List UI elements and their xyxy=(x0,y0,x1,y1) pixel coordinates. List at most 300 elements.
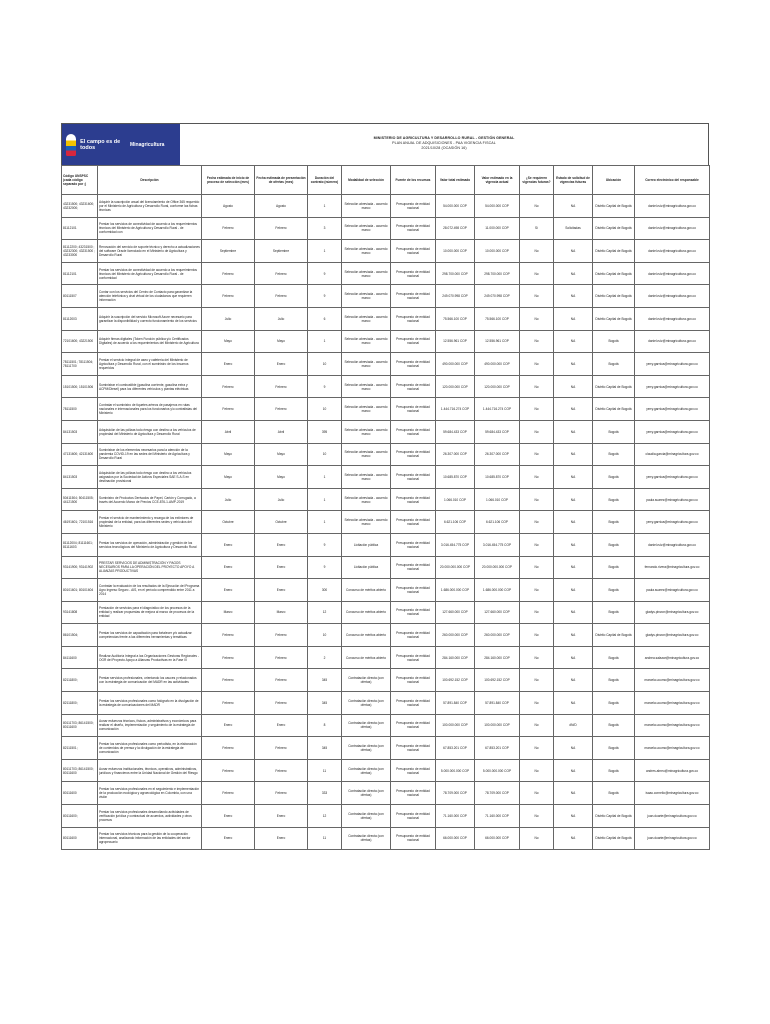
row-total-value xyxy=(436,737,475,760)
row-future-status-text: NA xyxy=(570,271,576,276)
row-codes-text: 81112003 xyxy=(63,316,77,321)
table-row xyxy=(62,624,710,647)
row-location-text: Distrito Capital de Bogotá xyxy=(595,813,632,818)
row-selection-mode xyxy=(342,307,391,330)
row-description xyxy=(98,827,202,850)
row-selection-mode xyxy=(342,759,391,782)
row-offer-month xyxy=(255,624,308,647)
row-selection-mode-text: Selección abreviada - acuerdo marco xyxy=(344,382,388,391)
row-duration-text: 3 xyxy=(323,226,326,231)
row-funding-source xyxy=(391,646,436,669)
row-funding-source xyxy=(391,714,436,737)
row-location-text: Distrito Capital de Bogotá xyxy=(595,384,632,389)
procurement-sheet xyxy=(61,123,709,850)
row-start-month-text: Febrero xyxy=(222,791,234,796)
row-email xyxy=(635,782,710,805)
row-email-text: andrea.salazar@minagricultura.gov.co xyxy=(644,655,700,660)
row-future-status xyxy=(554,759,593,782)
row-future-required xyxy=(520,692,554,715)
row-future-status-text: NA xyxy=(570,542,576,547)
row-funding-source-text: Presupuesto de entidad nacional xyxy=(396,676,430,685)
row-email xyxy=(635,601,710,624)
col-header-selection-mode: Modalidad de selección xyxy=(342,166,391,195)
row-description xyxy=(98,307,202,330)
row-codes-text: 78111500 xyxy=(63,407,77,412)
row-selection-mode-text: Contratación directa (con ofertas) xyxy=(348,676,384,685)
row-start-month-text: Febrero xyxy=(222,384,234,389)
row-future-required-text: No xyxy=(534,791,539,796)
row-total-value xyxy=(436,375,475,398)
row-selection-mode xyxy=(342,285,391,308)
row-duration xyxy=(308,737,342,760)
row-codes-text: 86101504; xyxy=(63,633,79,638)
row-duration xyxy=(308,240,342,263)
row-future-status xyxy=(554,692,593,715)
table-body xyxy=(62,195,710,850)
row-offer-month xyxy=(255,805,308,828)
row-offer-month-text: Febrero xyxy=(275,700,287,705)
row-selection-mode xyxy=(342,805,391,828)
row-total-value xyxy=(436,195,475,218)
row-total-value xyxy=(436,533,475,556)
row-future-status-text: NA xyxy=(570,452,576,457)
row-current-value-text: 284.160.000 COP xyxy=(484,655,510,660)
row-email xyxy=(635,307,710,330)
row-future-required xyxy=(520,195,554,218)
row-selection-mode xyxy=(342,646,391,669)
row-codes xyxy=(62,285,98,308)
row-selection-mode xyxy=(342,353,391,376)
row-description xyxy=(98,353,202,376)
row-total-value-text: 5.000.000.000 COP xyxy=(440,768,470,773)
row-selection-mode-text: Selección abreviada - acuerdo marco xyxy=(344,201,388,210)
row-current-value xyxy=(475,353,520,376)
row-funding-source xyxy=(391,692,436,715)
row-selection-mode-text: Contratación directa (con ofertas) xyxy=(348,698,384,707)
row-start-month xyxy=(202,601,255,624)
row-codes-text: 47131600; 42131600 xyxy=(63,452,94,457)
row-start-month xyxy=(202,353,255,376)
row-future-required-text: No xyxy=(534,474,539,479)
row-codes-text: 80111703; 86141500; 80111600 xyxy=(63,721,94,730)
row-total-value-text: 249.070.998 COP xyxy=(442,294,468,299)
row-location xyxy=(593,533,635,556)
table-row xyxy=(62,579,710,602)
table-row xyxy=(62,782,710,805)
row-funding-source xyxy=(391,759,436,782)
row-start-month-text: Enero xyxy=(223,813,233,818)
row-total-value-text: 120.000.000 COP xyxy=(442,384,468,389)
row-funding-source-text: Presupuesto de entidad nacional xyxy=(396,540,430,549)
table-row xyxy=(62,511,710,534)
row-start-month-text: Febrero xyxy=(222,678,234,683)
row-selection-mode-text: Contratación directa (con ofertas) xyxy=(348,834,384,843)
row-future-required-text: No xyxy=(534,339,539,344)
row-current-value-text: 100.000.000 COP xyxy=(484,723,510,728)
col-header-description: Descripción xyxy=(98,166,202,195)
row-email-text: yerry.garnica@minagricultura.gov.co xyxy=(646,407,698,412)
row-codes xyxy=(62,669,98,692)
row-total-value xyxy=(436,285,475,308)
row-codes xyxy=(62,601,98,624)
sheet-heading xyxy=(180,124,708,165)
row-future-required-text: No xyxy=(534,678,539,683)
row-funding-source xyxy=(391,533,436,556)
row-funding-source xyxy=(391,488,436,511)
row-total-value xyxy=(436,217,475,240)
row-funding-source-text: Presupuesto de entidad nacional xyxy=(396,585,430,594)
row-selection-mode xyxy=(342,737,391,760)
row-total-value xyxy=(436,420,475,443)
row-current-value-text: 3.016.454.775 COP xyxy=(482,542,512,547)
row-total-value xyxy=(436,646,475,669)
row-codes-text: 80111507 xyxy=(63,294,77,299)
row-offer-month xyxy=(255,556,308,579)
row-future-required-text: No xyxy=(534,384,539,389)
row-current-value xyxy=(475,646,520,669)
row-selection-mode-text: Selección abreviada - acuerdo marco xyxy=(344,405,388,414)
row-description-text: Prestar los servicios profesionales en el seguimiento e implementación de la producción ecológica y agroecológica en Colombia, con una visión xyxy=(99,787,200,800)
row-total-value-text: 100.692.152 COP xyxy=(442,678,468,683)
row-description-text: Prestar los servicios de conectividad de acuerdo a los requerimientos técnicos del Ministerio de Agricultura y Desarrollo Rural - de conformidad xyxy=(99,267,197,280)
table-row xyxy=(62,285,710,308)
row-email xyxy=(635,579,710,602)
row-selection-mode-text: Selección abreviada - acuerdo marco xyxy=(344,518,388,527)
row-email xyxy=(635,217,710,240)
row-duration xyxy=(308,398,342,421)
row-total-value xyxy=(436,759,475,782)
row-selection-mode-text: Selección abreviada - acuerdo marco xyxy=(344,450,388,459)
row-email-text: yerry.garnica@minagricultura.gov.co xyxy=(646,384,698,389)
row-email xyxy=(635,669,710,692)
row-total-value-text: 71.160.000 COP xyxy=(443,813,467,818)
row-selection-mode-text: Selección abreviada - acuerdo marco xyxy=(344,472,388,481)
row-start-month xyxy=(202,782,255,805)
row-codes-text: 46191601; 72101516 xyxy=(63,520,94,525)
row-location xyxy=(593,420,635,443)
row-duration-text: 10 xyxy=(322,361,327,366)
row-duration xyxy=(308,420,342,443)
row-current-value-text: 100.692.152 COP xyxy=(484,678,510,683)
row-funding-source xyxy=(391,579,436,602)
row-offer-month xyxy=(255,195,308,218)
row-total-value xyxy=(436,262,475,285)
row-selection-mode-text: Contratación directa (con ofertas) xyxy=(348,766,384,775)
row-offer-month-text: Enero xyxy=(276,542,286,547)
row-location xyxy=(593,353,635,376)
row-current-value xyxy=(475,420,520,443)
row-description xyxy=(98,420,202,443)
row-selection-mode-text: Licitación pública xyxy=(353,565,379,570)
row-codes-text: 78111501; 78111504; 78111700 xyxy=(63,359,94,368)
row-current-value-text: 75.566.100 COP xyxy=(485,316,509,321)
row-funding-source xyxy=(391,353,436,376)
row-location xyxy=(593,262,635,285)
row-current-value-text: 1.444.716.274 COP xyxy=(482,407,512,412)
row-duration xyxy=(308,556,342,579)
row-selection-mode xyxy=(342,827,391,850)
row-funding-source xyxy=(391,443,436,466)
row-current-value xyxy=(475,782,520,805)
row-duration-text: 10 xyxy=(322,633,327,638)
row-email-text: gladys.pinzon@minagricultura.gov.co xyxy=(645,610,699,615)
row-location xyxy=(593,375,635,398)
row-future-required-text: No xyxy=(534,700,539,705)
row-start-month-text: Enero xyxy=(223,565,233,570)
row-email xyxy=(635,443,710,466)
row-email-text: daniel.ruiz@minagricultura.gov.co xyxy=(648,294,696,299)
row-selection-mode-text: Selección abreviada - acuerdo marco xyxy=(344,337,388,346)
row-start-month-text: Febrero xyxy=(222,746,234,751)
row-duration xyxy=(308,714,342,737)
row-current-value-text: 249.070.998 COP xyxy=(484,294,510,299)
row-total-value-text: 12.556.961 COP xyxy=(443,339,467,344)
row-codes xyxy=(62,714,98,737)
row-codes-text: 15101500; 15101506 xyxy=(63,384,94,389)
row-future-status xyxy=(554,398,593,421)
row-total-value xyxy=(436,601,475,624)
row-description xyxy=(98,579,202,602)
row-future-required-text: No xyxy=(534,836,539,841)
row-total-value-text: 284.160.000 COP xyxy=(442,655,468,660)
row-duration xyxy=(308,466,342,489)
row-future-status-text: NA xyxy=(570,520,576,525)
row-location xyxy=(593,511,635,534)
row-selection-mode-text: Selección abreviada - acuerdo marco xyxy=(344,224,388,233)
row-start-month xyxy=(202,556,255,579)
row-total-value xyxy=(436,353,475,376)
procurement-table xyxy=(61,165,710,850)
row-start-month-text: Mayo xyxy=(224,339,232,344)
row-codes xyxy=(62,330,98,353)
row-duration-text: 1 xyxy=(323,339,326,344)
row-location-text: Bogotá xyxy=(608,678,619,683)
row-current-value xyxy=(475,737,520,760)
row-description xyxy=(98,511,202,534)
table-row xyxy=(62,307,710,330)
table-row xyxy=(62,759,710,782)
table-header-row xyxy=(62,166,710,195)
row-location-text: Distrito Capital de Bogotá xyxy=(595,633,632,638)
row-current-value-text: 120.000.000 COP xyxy=(484,384,510,389)
row-current-value xyxy=(475,443,520,466)
row-future-required xyxy=(520,737,554,760)
row-future-status-text: NA xyxy=(570,610,576,615)
row-future-status-text: NA xyxy=(570,294,576,299)
row-future-required-text: No xyxy=(534,294,539,299)
row-email-text: yerry.garnica@minagricultura.gov.co xyxy=(646,474,698,479)
row-current-value xyxy=(475,307,520,330)
row-location-text: Distrito Capital de Bogotá xyxy=(595,226,632,231)
row-selection-mode-text: Concurso de méritos abierto xyxy=(345,610,387,615)
logo-icon xyxy=(66,134,76,156)
row-future-status xyxy=(554,782,593,805)
row-future-required xyxy=(520,262,554,285)
row-location xyxy=(593,782,635,805)
row-start-month-text: Febrero xyxy=(222,633,234,638)
row-future-required-text: No xyxy=(534,542,539,547)
table-row xyxy=(62,262,710,285)
row-funding-source-text: Presupuesto de entidad nacional xyxy=(396,744,430,753)
row-total-value-text: 10.685.870 COP xyxy=(443,474,467,479)
row-funding-source xyxy=(391,805,436,828)
row-codes-text: 84131503 xyxy=(63,474,78,479)
row-duration-text: 12 xyxy=(322,610,327,615)
row-codes xyxy=(62,375,98,398)
row-location xyxy=(593,443,635,466)
row-description-text: Prestar los servicios técnicos para la gestión de la cooperación internacional, analizando información de las entidades del sector agropecuario xyxy=(99,832,191,845)
row-codes xyxy=(62,624,98,647)
row-location xyxy=(593,692,635,715)
row-description xyxy=(98,692,202,715)
row-email-text: marcela.ucumo@minagricultura.gov.co xyxy=(644,746,700,751)
row-email xyxy=(635,375,710,398)
row-start-month xyxy=(202,443,255,466)
row-future-status-text: NA xyxy=(570,836,576,841)
row-funding-source-text: Presupuesto de entidad nacional xyxy=(396,359,430,368)
row-location-text: Bogotá xyxy=(608,452,619,457)
col-header-future-status: Estado de solicitud de vigencias futuras xyxy=(554,166,593,195)
row-funding-source xyxy=(391,624,436,647)
row-description-text: PRESTAR SERVICIOS DE ADMINISTRACIÓN Y PAGOS NECESARIOS PARA LA OPERACIÓN DEL PROYECTO APOYO A ALIANZAS PRODUCTIVAS xyxy=(99,561,195,574)
row-location xyxy=(593,488,635,511)
row-description-text: Prestar los servicios de capacitación para fortalecer y/o actualizar competencias frente a las diferentes herramientas y temáticas xyxy=(99,631,192,640)
row-email xyxy=(635,511,710,534)
row-description xyxy=(98,805,202,828)
row-start-month-text: Mayo xyxy=(224,452,232,457)
row-start-month xyxy=(202,285,255,308)
row-duration-text: 6 xyxy=(323,316,326,321)
row-future-required-text: No xyxy=(534,316,539,321)
row-future-required-text: No xyxy=(534,587,539,592)
row-future-status xyxy=(554,195,593,218)
row-duration xyxy=(308,375,342,398)
row-email xyxy=(635,646,710,669)
table-row xyxy=(62,646,710,669)
row-current-value xyxy=(475,285,520,308)
row-future-required-text: No xyxy=(534,271,539,276)
row-current-value-text: 1.066.010 COP xyxy=(486,497,508,502)
row-selection-mode xyxy=(342,240,391,263)
row-future-status xyxy=(554,646,593,669)
row-location-text: Bogotá xyxy=(608,791,619,796)
row-location xyxy=(593,195,635,218)
row-offer-month xyxy=(255,353,308,376)
row-offer-month-text: Febrero xyxy=(275,633,287,638)
row-future-status-text: NA xyxy=(570,633,576,638)
row-codes-text: 80101601; 80101604 xyxy=(63,587,94,592)
row-future-status xyxy=(554,375,593,398)
row-selection-mode xyxy=(342,262,391,285)
row-email xyxy=(635,353,710,376)
row-location-text: Bogotá xyxy=(608,542,619,547)
row-duration-text: 395 xyxy=(321,429,328,434)
row-location-text: Distrito Capital de Bogotá xyxy=(595,203,632,208)
row-start-month xyxy=(202,420,255,443)
row-selection-mode-text: Concurso de méritos abierto xyxy=(345,587,387,592)
row-current-value xyxy=(475,556,520,579)
row-current-value-text: 1.686.000.000 COP xyxy=(482,587,512,592)
row-future-required xyxy=(520,805,554,828)
row-location xyxy=(593,240,635,263)
row-total-value xyxy=(436,692,475,715)
row-future-required-text: No xyxy=(534,610,539,615)
row-selection-mode xyxy=(342,398,391,421)
row-future-status-text: NA xyxy=(570,813,576,818)
row-codes xyxy=(62,759,98,782)
row-email-text: gladys.pinzon@minagricultura.gov.co xyxy=(645,633,699,638)
row-future-required xyxy=(520,285,554,308)
row-selection-mode-text: Concurso de méritos abierto xyxy=(345,655,387,660)
row-start-month-text: Febrero xyxy=(222,407,234,412)
row-description-text: Prestar los servicios profesionales como periodista, en la elaboración de contenidos de prensa y la divulgación de la estrategia de comunicación xyxy=(99,742,197,755)
row-description-text: Prestar los servicios profesionales desarrollando actividades de verificación jurídica y contractual de acuerdos, actividades y otros procesos xyxy=(99,809,192,822)
row-duration xyxy=(308,353,342,376)
row-offer-month xyxy=(255,443,308,466)
row-future-required-text: No xyxy=(534,497,539,502)
row-codes xyxy=(62,805,98,828)
row-email-text: daniel.ruiz@minagricultura.gov.co xyxy=(648,542,696,547)
row-future-required xyxy=(520,714,554,737)
row-location xyxy=(593,646,635,669)
row-total-value xyxy=(436,443,475,466)
row-location xyxy=(593,466,635,489)
row-total-value xyxy=(436,805,475,828)
row-description xyxy=(98,624,202,647)
row-future-status-text: NA xyxy=(570,339,576,344)
row-duration-text: 1 xyxy=(323,203,326,208)
row-codes-text: 80111703; 86141500; 80111600 xyxy=(63,766,94,775)
row-email xyxy=(635,420,710,443)
row-location-text: Bogotá xyxy=(608,768,619,773)
row-codes xyxy=(62,488,98,511)
row-offer-month-text: Septiembre xyxy=(272,248,290,253)
row-selection-mode-text: Selección abreviada - acuerdo marco xyxy=(344,269,388,278)
row-description xyxy=(98,443,202,466)
row-codes xyxy=(62,353,98,376)
row-codes xyxy=(62,737,98,760)
row-location xyxy=(593,714,635,737)
row-future-required xyxy=(520,511,554,534)
row-current-value-text: 54.000.000 COP xyxy=(485,203,509,208)
row-current-value xyxy=(475,511,520,534)
row-selection-mode xyxy=(342,692,391,715)
row-future-status-text: NA xyxy=(570,407,576,412)
row-email xyxy=(635,398,710,421)
row-email-text: marcela.ucumo@minagricultura.gov.co xyxy=(644,700,700,705)
row-current-value xyxy=(475,827,520,850)
row-email-text: yerry.garnica@minagricultura.gov.co xyxy=(646,429,698,434)
row-future-required xyxy=(520,556,554,579)
row-current-value xyxy=(475,692,520,715)
logo-text: El campo es de todos xyxy=(80,138,121,151)
row-offer-month xyxy=(255,601,308,624)
table-row xyxy=(62,217,710,240)
row-funding-source xyxy=(391,262,436,285)
row-funding-source xyxy=(391,195,436,218)
row-location xyxy=(593,827,635,850)
row-total-value xyxy=(436,488,475,511)
row-duration xyxy=(308,285,342,308)
row-email-text: marcela.ucumo@minagricultura.gov.co xyxy=(644,678,700,683)
row-future-required-text: Sí xyxy=(534,226,538,231)
row-future-required-text: No xyxy=(534,655,539,660)
row-future-required-text: No xyxy=(534,452,539,457)
row-future-required xyxy=(520,375,554,398)
row-selection-mode xyxy=(342,669,391,692)
row-offer-month-text: Febrero xyxy=(275,791,287,796)
row-start-month-text: Abril xyxy=(224,429,232,434)
